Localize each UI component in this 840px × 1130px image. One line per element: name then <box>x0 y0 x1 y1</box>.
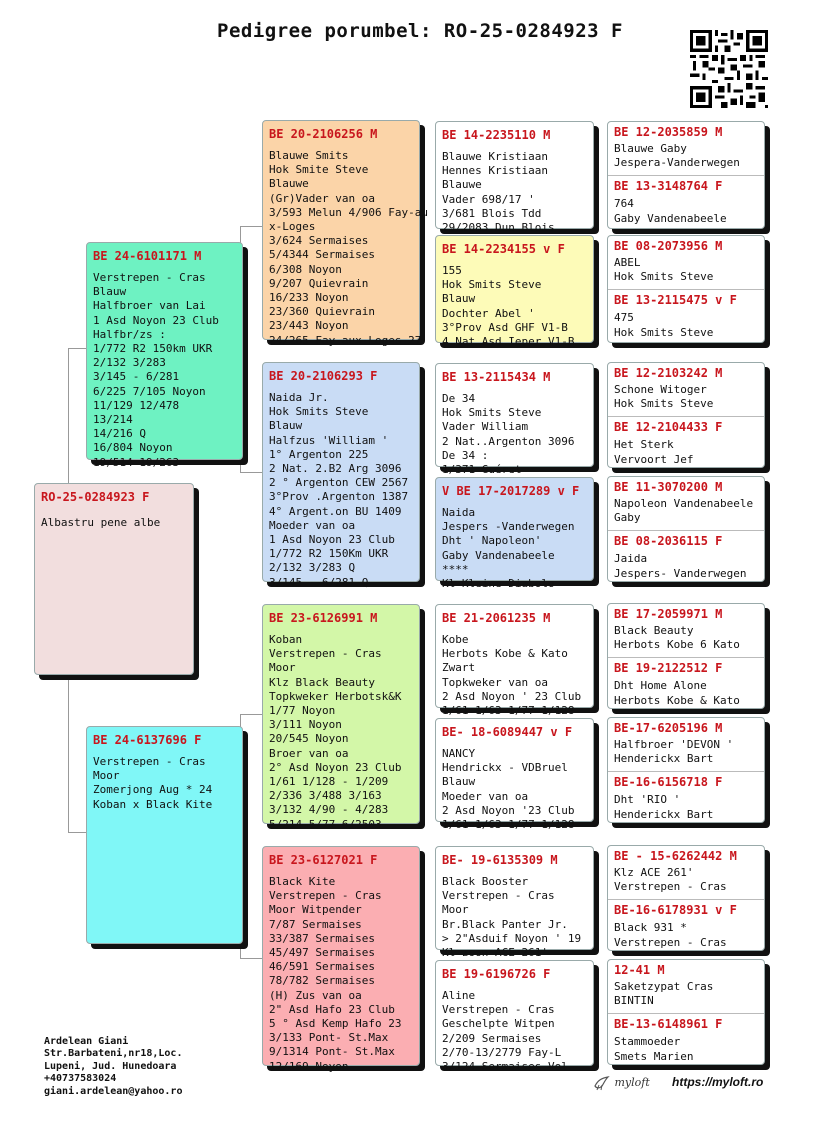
pedigree-line: Vader 698/17 ' <box>442 192 535 206</box>
pedigree-line: Dochter Abel ' <box>442 306 535 320</box>
pedigree-line: 2/336 3/488 3/163 <box>269 789 382 803</box>
pedigree-line: 45/497 Sermaises <box>269 946 375 960</box>
ring-number: BE-13-6148961 F <box>614 1017 723 1032</box>
pedigree-line: 2 ° Argenton CEW 2567 <box>269 476 409 490</box>
pedigree-line: Topkweker Herbotsk&K <box>269 689 402 703</box>
pedigree-line: Kl Kleine Diabolo <box>442 577 555 591</box>
pedigree-line: 9/207 Quievrain <box>269 276 369 290</box>
pedigree-line: 1/371 Guéret <box>442 463 522 477</box>
pedigree-line: 3/145 - 6/281 <box>93 370 180 384</box>
pedigree-line: Halfbr/zs : <box>93 327 166 341</box>
pedigree-line: 24/265 Fay-aux-Loges 27 <box>269 333 422 347</box>
pedigree-line: Moor <box>442 903 469 917</box>
pedigree-line: Moor Witpender <box>269 903 362 917</box>
pedigree-line: Verstrepen - Cras <box>93 755 206 768</box>
pedigree-line: Dht 'RIO ' <box>614 793 681 807</box>
dam-ring: BE 24-6137696 F <box>93 733 202 747</box>
pedigree-line: Naida <box>442 506 476 519</box>
pedigree-line: 3/145 - 6/281 Q <box>269 575 369 589</box>
pedigree-line: Koban <box>269 633 303 646</box>
ring-number: BE 12-2103242 M <box>614 366 723 380</box>
ring-number: BE - 15-6262442 M <box>614 849 737 863</box>
pedigree-line: 764 <box>614 197 634 211</box>
pedigree-line: Blauwe <box>269 177 309 191</box>
pedigree-line: 1/77 Noyon <box>269 704 336 718</box>
pedigree-line: Moeder van oa <box>269 518 356 532</box>
pedigree-line: 475 <box>614 311 634 325</box>
pedigree-line: Klz ACE 261' <box>614 866 694 879</box>
pedigree-line: Topkweker van oa <box>442 675 548 689</box>
pedigree-line: Moeder van oa <box>442 789 529 803</box>
ring-number: V BE 17-2017289 v F <box>442 484 580 498</box>
ring-number: 12-41 M <box>614 963 665 977</box>
subject-ring: RO-25-0284923 F <box>41 490 150 504</box>
sire-ring: BE 24-6101171 M <box>93 249 202 263</box>
pedigree-line: Schone Witoger <box>614 383 707 396</box>
g4-pair-2[interactable] <box>607 235 765 343</box>
g3-card-3[interactable] <box>435 363 594 477</box>
pedigree-line: Halfbroer 'DEVON ' <box>614 738 734 751</box>
pedigree-line: Klz Black Beauty <box>269 675 375 689</box>
ring-number: BE 17-2059971 M <box>614 607 723 621</box>
pedigree-line: 3/624 Sermaises <box>269 234 369 248</box>
pedigree-line: Verstrepen - Cras <box>269 889 382 903</box>
g4-pair-7[interactable] <box>607 845 765 951</box>
g3-card-2[interactable] <box>435 235 594 349</box>
pedigree-line: 5/4344 Sermaises <box>269 248 375 262</box>
pedigree-line: Blauw <box>269 419 303 433</box>
pedigree-line: Stammoeder <box>614 1035 681 1049</box>
pedigree-line: x-Loges <box>269 220 316 234</box>
pedigree-line: 9/1314 Pont- St.Max <box>269 1045 395 1059</box>
ring-number: BE 12-2035859 M <box>614 125 723 139</box>
ring-number: BE 19-6196726 F <box>442 967 551 981</box>
pedigree-line: Lupeni, Jud. Hunedoara <box>44 1060 177 1072</box>
pedigree-line: Blauwe <box>442 178 482 192</box>
pedigree-line: Verstrepen - Cras <box>614 935 727 949</box>
pedigree-line: Hok Smits Steve <box>442 278 542 292</box>
pedigree-line: Moor <box>269 661 296 675</box>
pedigree-line: Gaby <box>614 511 641 525</box>
pedigree-line: Verstrepen - Cras <box>442 889 555 903</box>
pedigree-line: 12/169 Noyon <box>269 1059 349 1073</box>
pedigree-line: +40737583024 <box>44 1073 117 1085</box>
ring-number: BE 08-2073956 M <box>614 239 723 253</box>
pedigree-line: Blauwe Smits <box>269 149 349 162</box>
g3-card-7[interactable] <box>435 846 594 960</box>
g3-card-5[interactable] <box>435 604 594 718</box>
pedigree-line: Hendrickx - VDBruel <box>442 761 568 775</box>
pedigree-line: Gaby Vandenabeele <box>614 211 727 225</box>
pedigree-line: 6/308 Noyon <box>269 262 342 276</box>
ring-number: BE-17-6205196 M <box>614 721 723 735</box>
granddam-paternal-card[interactable] <box>262 362 420 589</box>
pedigree-line: Hok Smits Steve <box>614 270 714 284</box>
ring-number: BE 13-2115434 M <box>442 370 551 384</box>
pedigree-line: 5/214 5/77 6/2503 <box>269 817 382 831</box>
pedigree-line: Dht Home Alone <box>614 679 707 693</box>
pedigree-line: Naida Jr. <box>269 391 329 404</box>
page-title: Pedigree porumbel: RO-25-0284923 F <box>217 20 623 42</box>
pedigree-line: 155 <box>442 264 462 277</box>
pedigree-line: Ardelean Giani <box>44 1036 129 1047</box>
subject-card[interactable] <box>34 483 194 675</box>
pigeon-icon <box>593 1074 611 1092</box>
g4-pair-3[interactable] <box>607 362 765 468</box>
pedigree-line: 3/681 Blois Tdd <box>442 206 542 220</box>
pedigree-line: 1 Asd Noyon 23 Club <box>269 533 395 547</box>
pedigree-line: NANCY <box>442 747 476 760</box>
sire-card[interactable] <box>86 242 243 469</box>
pedigree-line: **** <box>442 562 469 576</box>
pedigree-line: 2/209 Sermaises <box>442 1031 542 1045</box>
pedigree-line: Blauwe Kristiaan <box>442 150 548 163</box>
dam-card[interactable] <box>86 726 243 944</box>
pedigree-line: Kobe <box>442 633 469 646</box>
pedigree-line: 23/443 Noyon <box>269 319 349 333</box>
pedigree-line: Black Kite <box>269 875 336 888</box>
ring-number: BE 21-2061235 M <box>442 611 551 625</box>
pedigree-line: Geschelpte Witpen <box>442 1017 555 1031</box>
pedigree-line: Halfzus 'William ' <box>269 433 389 447</box>
granddam-maternal-card[interactable] <box>262 846 420 1073</box>
ring-number: BE 23-6126991 M <box>269 611 378 625</box>
pedigree-line: 46/591 Sermaises <box>269 960 375 974</box>
pedigree-line: Jespers- Vanderwegen <box>614 566 747 580</box>
pedigree-line: 3/593 Melun 4/906 Fay-au <box>269 205 428 219</box>
pedigree-line: Jespers -Vanderwegen <box>442 520 575 534</box>
pedigree-line: Blauw <box>442 775 476 789</box>
pedigree-line: Kl zoon ACE 261' <box>442 946 548 960</box>
pedigree-line: 3°Prov .Argenton 1387 <box>269 490 409 504</box>
pedigree-line: ABEL <box>614 256 641 269</box>
pedigree-line: Hennes Kristiaan <box>442 164 548 178</box>
ring-number: BE 11-3070200 M <box>614 480 723 494</box>
pedigree-line: Koban x Black Kite <box>93 797 213 811</box>
pedigree-line: 2 Asd Noyon '23 Club <box>442 803 575 817</box>
pedigree-line: Henderickx Bart <box>614 752 714 766</box>
pedigree-line: De 34 <box>442 392 476 405</box>
pedigree-line: 7/87 Sermaises <box>269 917 362 931</box>
pedigree-line: Zwart <box>442 661 476 675</box>
pedigree-line: Vervoort Jef <box>614 452 694 466</box>
ring-number: BE 14-2234155 v F <box>442 242 565 256</box>
pedigree-line: Verstrepen - Cras <box>93 271 206 284</box>
grandsire-paternal-card[interactable] <box>262 120 428 347</box>
pedigree-line: Black 931 * <box>614 921 687 935</box>
pedigree-line: BINTIN <box>614 994 654 1008</box>
pedigree-line: (H) Zus van oa <box>269 988 362 1002</box>
pedigree-line: 23/360 Quievrain <box>269 305 375 319</box>
pedigree-line: 3/124 Sermaises Vol <box>442 1060 568 1074</box>
pedigree-line: 2/132 3/283 Q <box>269 561 356 575</box>
pedigree-line: 1 Asd Noyon 23 Club <box>93 313 219 327</box>
pedigree-line: Hok Smits Steve <box>442 406 542 420</box>
pedigree-line: Dht ' Napoleon' <box>442 534 542 548</box>
pedigree-line: Henderickx Bart <box>614 807 714 821</box>
pedigree-line: 1/772 R2 150Km UKR <box>269 547 389 561</box>
pedigree-line: (Gr)Vader van oa <box>269 191 375 205</box>
pedigree-line: 78/782 Sermaises <box>269 974 375 988</box>
pedigree-line: Br.Black Panter Jr. <box>442 917 568 931</box>
g4-pair-8[interactable] <box>607 959 765 1065</box>
pedigree-line: Jaida <box>614 552 648 566</box>
pedigree-line: Albastru pene albe <box>41 516 161 529</box>
ring-number: BE 08-2036115 F <box>614 534 723 549</box>
pedigree-line: 1/772 R2 150km UKR <box>93 342 213 356</box>
ring-number: BE 23-6127021 F <box>269 853 378 867</box>
pedigree-line: Hok Smits Steve <box>614 325 714 339</box>
pedigree-line: Hok Smite Steve <box>269 163 369 177</box>
pedigree-line: 16/233 Noyon <box>269 291 349 305</box>
pedigree-line: myloft <box>614 1076 650 1089</box>
pedigree-line: Vader William <box>442 420 529 434</box>
ring-number: BE 12-2104433 F <box>614 420 723 435</box>
pedigree-line: 19/514 19/263 <box>93 455 180 469</box>
pedigree-line: 1/61 1/128 - 1/209 <box>269 775 389 789</box>
pedigree-line: Aline <box>442 989 476 1002</box>
pedigree-line: 2 Asd Noyon ' 23 Club <box>442 689 582 703</box>
pedigree-line: Het Sterk <box>614 438 674 452</box>
pedigree-line: Str.Barbateni,nr18,Loc. <box>44 1048 183 1060</box>
pedigree-line: Herbots Kobe 6 Kato <box>614 638 740 652</box>
pedigree-line: Verstrepen - Cras <box>614 880 727 894</box>
pedigree-line: Black Booster <box>442 875 529 888</box>
pedigree-line: Verstrepen - Cras <box>269 647 382 661</box>
pedigree-line: 4° Argent.on BU 1409 <box>269 504 402 518</box>
ring-number: BE 13-2115475 v F <box>614 293 737 308</box>
pedigree-line: 16/804 Noyon <box>93 441 173 455</box>
pedigree-line: De 34 : <box>442 448 489 462</box>
pedigree-line: 3/132 4/90 - 4/283 <box>269 803 389 817</box>
pedigree-line: Herbots Kobe & Kato <box>442 647 568 661</box>
pedigree-line: 3°Prov Asd GHF V1-B <box>442 320 568 334</box>
myloft-logo <box>593 1074 650 1092</box>
g4-pair-1[interactable] <box>607 121 765 229</box>
pedigree-line: 3/111 Noyon <box>269 718 342 732</box>
pedigree-line: Blauw <box>93 285 127 299</box>
ring-number: BE 20-2106293 F <box>269 369 378 383</box>
g4-pair-5[interactable] <box>607 603 765 709</box>
pedigree-line: 2/70-13/2779 Fay-L <box>442 1045 562 1059</box>
owner-contact <box>44 1036 182 1098</box>
g3-card-4[interactable] <box>435 477 594 591</box>
pedigree-line: 1/61 1/63 1/77 1/128 <box>442 818 575 832</box>
g4-pair-6[interactable] <box>607 717 765 823</box>
ring-number: BE 20-2106256 M <box>269 127 378 141</box>
g3-card-8[interactable] <box>435 960 594 1074</box>
pedigree-line: 5 ° Asd Kemp Hafo 23 <box>269 1017 402 1031</box>
pedigree-line: Napoleon Vandenabeele <box>614 497 754 510</box>
pedigree-line: 29/2083 Dun Blois <box>442 221 555 235</box>
pedigree-line: 4 Nat Asd Ieper V1-B <box>442 335 575 349</box>
qr-code-icon <box>690 30 768 108</box>
pedigree-line: 2° Asd Noyon 23 Club <box>269 760 402 774</box>
pedigree-line: 2/132 3/283 <box>93 356 166 370</box>
pedigree-line: Blauwe Gaby <box>614 142 687 155</box>
pedigree-line: Broer van oa <box>269 746 349 760</box>
pedigree-line: Hok Smits Steve <box>269 405 369 419</box>
pedigree-line: 1° Argenton 225 <box>269 447 369 461</box>
ring-number: BE- 18-6089447 v F <box>442 725 573 739</box>
pedigree-line: > 2"Asduif Noyon ' 19 <box>442 931 582 945</box>
pedigree-line: Verstrepen - Cras <box>442 1003 555 1017</box>
ring-number: BE 19-2122512 F <box>614 661 723 676</box>
pedigree-line: Jespera-Vanderwegen <box>614 156 740 170</box>
site-url-link[interactable]: https://myloft.ro <box>672 1075 764 1089</box>
pedigree-line: Saketzypat Cras <box>614 980 714 993</box>
pedigree-line: 6/225 7/105 Noyon <box>93 384 206 398</box>
pedigree-line: 2 Nat. 2.B2 Arg 3096 <box>269 462 402 476</box>
g4-pair-4[interactable] <box>607 476 765 582</box>
pedigree-line: Smets Marien <box>614 1049 694 1063</box>
pedigree-line: Blauw <box>442 292 476 306</box>
pedigree-line: 11/129 12/478 <box>93 398 180 412</box>
ring-number: BE-16-6178931 v F <box>614 903 737 918</box>
pedigree-line: Hok Smits Steve <box>614 397 714 411</box>
ring-number: BE 13-3148764 F <box>614 179 723 194</box>
g3-card-1[interactable] <box>435 121 594 235</box>
ring-number: BE-16-6156718 F <box>614 775 723 790</box>
pedigree-line: 20/545 Noyon <box>269 732 349 746</box>
pedigree-line: Halfbroer van Lai <box>93 299 206 313</box>
pedigree-line: 1/61 1/63 1/77 1/128 <box>442 704 575 718</box>
pedigree-line: Black Beauty <box>614 624 694 637</box>
pedigree-line: 14/216 Q <box>93 427 146 441</box>
ring-number: BE- 19-6135309 M <box>442 853 558 867</box>
g3-card-6[interactable] <box>435 718 594 832</box>
pedigree-line: 33/387 Sermaises <box>269 931 375 945</box>
pedigree-line: Moor <box>93 769 120 783</box>
pedigree-line: Zomerjong Aug * 24 <box>93 783 213 797</box>
ring-number: BE 14-2235110 M <box>442 128 551 142</box>
pedigree-line: 13/214 <box>93 413 133 427</box>
pedigree-line: 2 Nat..Argenton 3096 <box>442 434 575 448</box>
pedigree-line: Gaby Vandenabeele <box>442 548 555 562</box>
pedigree-line: 2" Asd Hafo 23 Club <box>269 1002 395 1016</box>
grandsire-maternal-card[interactable] <box>262 604 420 831</box>
pedigree-line: Herbots Kobe & Kato <box>614 693 740 707</box>
pedigree-line: giani.ardelean@yahoo.ro <box>44 1085 183 1097</box>
pedigree-line: 3/133 Pont- St.Max <box>269 1031 389 1045</box>
